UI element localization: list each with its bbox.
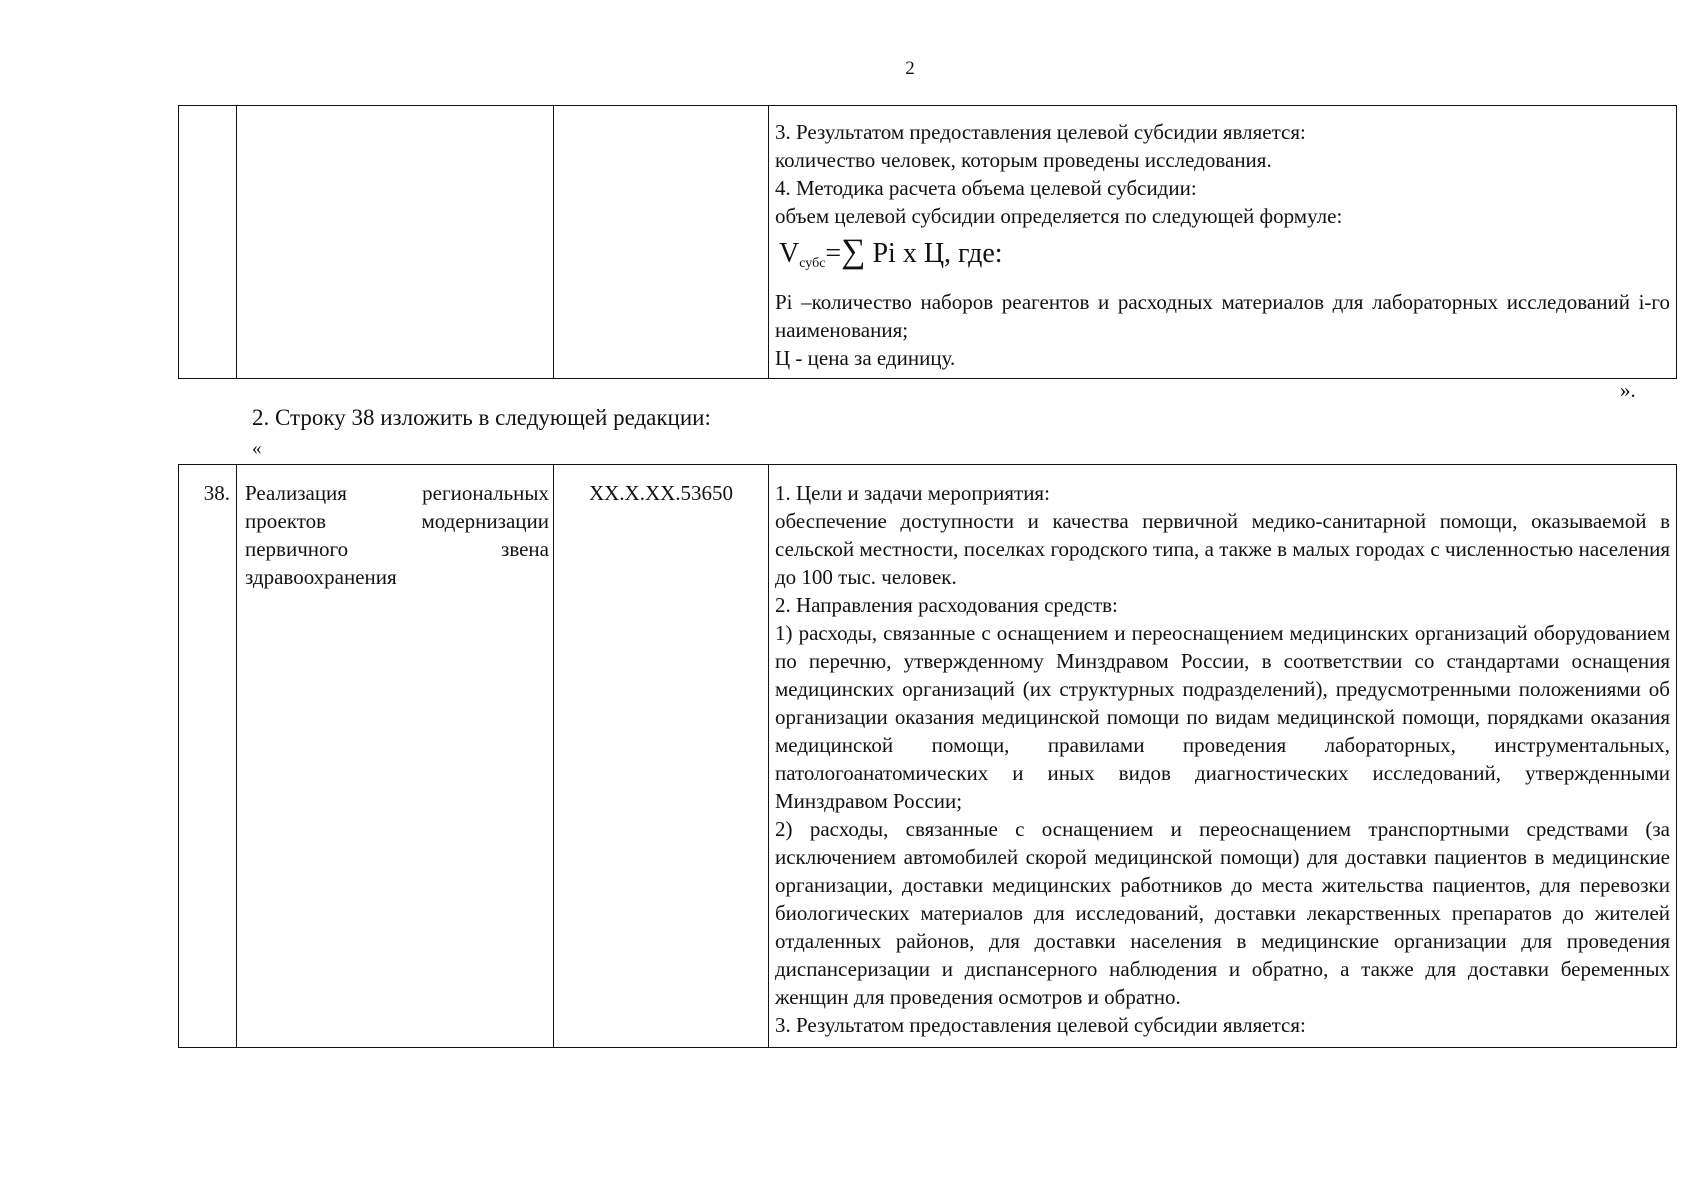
formula-explanation-pi: Pi –количество наборов реагентов и расходных материалов для лабораторных исследований i-го наименования; bbox=[775, 290, 1670, 342]
text-line: 4. Методика расчета объема целевой субсидии: bbox=[775, 176, 1197, 200]
cell-description bbox=[769, 465, 1677, 1048]
name-line: Реализация региональных bbox=[245, 481, 549, 505]
paragraph-spending-heading: 2. Направления расходования средств: bbox=[775, 593, 1118, 617]
table-continuation bbox=[178, 105, 1677, 379]
paragraph-goals: обеспечение доступности и качества первичной медико-санитарной помощи, оказываемой в сельской местности, поселках городского типа, а также в малых городах с численностью населения до 100 тыс. человек. bbox=[775, 509, 1670, 589]
sigma-symbol: ∑ bbox=[841, 233, 866, 270]
table-row bbox=[179, 465, 1677, 1048]
row-number: 38. bbox=[179, 465, 237, 1048]
page-number: 2 bbox=[905, 58, 915, 79]
budget-code: XX.X.XX.53650 bbox=[554, 465, 769, 1048]
table-row bbox=[179, 106, 1677, 379]
table-row-38 bbox=[178, 464, 1677, 1048]
cell-name bbox=[237, 465, 554, 1048]
cell-name bbox=[237, 106, 554, 379]
name-line: здравоохранения bbox=[245, 565, 397, 589]
text-line: 3. Результатом предоставления целевой субсидии является: bbox=[775, 120, 1306, 144]
paragraph-goals-heading: 1. Цели и задачи мероприятия: bbox=[775, 481, 1050, 505]
formula-v: V bbox=[779, 238, 800, 269]
text-line: объем целевой субсидии определяется по следующей формуле: bbox=[775, 204, 1343, 228]
paragraph-result-heading: 3. Результатом предоставления целевой субсидии является: bbox=[775, 1013, 1306, 1037]
formula-rest: Pi x Ц, где: bbox=[872, 238, 1003, 269]
cell-code bbox=[554, 106, 769, 379]
paragraph-spending-equipment: 1) расходы, связанные с оснащением и переоснащением медицинских организаций оборудованием по перечню, утвержденному Минздравом России, в соответствии со стандартами оснащения медицинских организаций (их структурных подразделений), предусмотренными положениями об организации оказания медицинской помощи по видам медицинской помощи, порядками оказания медицинской помощи, правилами проведения лабораторных, инструментальных, патологоанатомических и иных видов диагностических исследований, утвержденными Минздравом России; bbox=[775, 621, 1670, 813]
text-line: количество человек, которым проведены исследования. bbox=[775, 148, 1272, 172]
name-line: первичного звена bbox=[245, 537, 549, 561]
name-line: проектов модернизации bbox=[245, 509, 549, 533]
cell-number bbox=[179, 106, 237, 379]
cell-description bbox=[769, 106, 1677, 379]
subsidy-formula bbox=[779, 232, 1670, 284]
closing-quote: ». bbox=[1620, 378, 1636, 402]
formula-equals: = bbox=[825, 238, 842, 269]
formula-explanation-price: Ц - цена за единицу. bbox=[775, 346, 956, 370]
instruction-heading: 2. Строку 38 изложить в следующей редакции: bbox=[252, 405, 711, 430]
paragraph-spending-transport: 2) расходы, связанные с оснащением и переоснащением транспортными средствами (за исключением автомобилей скорой медицинской помощи) для доставки пациентов в медицинские организации, доставки медицинских работников до места жительства пациентов, для перевозки биологических материалов для исследований, доставки лекарственных препаратов до жителей отдаленных районов, для доставки населения в медицинские организации для проведения диспансеризации и диспансерного наблюдения и обратно, а также для доставки беременных женщин для проведения осмотров и обратно. bbox=[775, 817, 1670, 1009]
opening-quote: « bbox=[252, 438, 262, 459]
formula-subscript: субс bbox=[799, 256, 826, 271]
